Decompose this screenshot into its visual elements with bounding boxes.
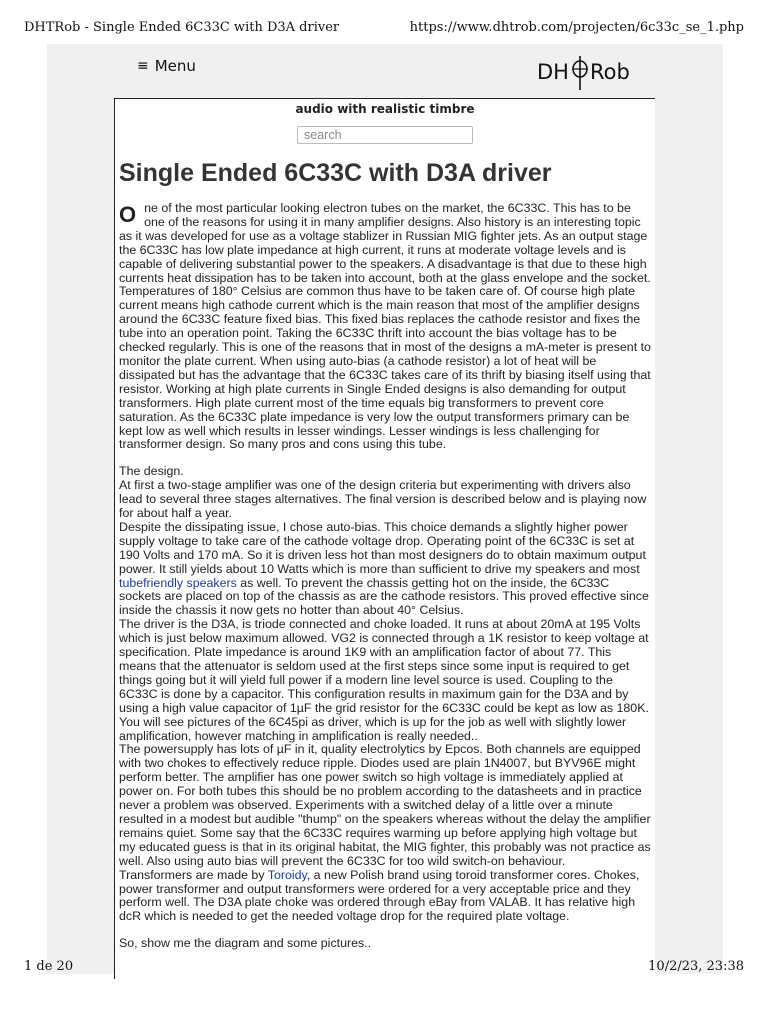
- menu-button[interactable]: [137, 57, 196, 75]
- paragraph-driver: The driver is the D3A, is triode connected and choke loaded. It runs at about 20mA at 195 Volts which is just below maximum allowed. VG2 is connected through a 1K resistor to keep voltage at specification. Plate impedance is around 1K9 with an amplification factor of about 77. This means that the attenuator is seldom used at the first steps since some input is required to get things going but it will yield full power if a modern line level source is used. Coupling to the 6C33C is done by a capacitor. This configuration results in maximum gain for the D3A and by using a high value capacitor of 1µF the grid resistor for the 6C33C could be kept as low as 180K. You will see pictures of the 6C45pi as driver, which is up for the job as well with slightly lower amplification, however matching in amplification is really needed..: [119, 617, 649, 743]
- print-page-number: 1 de 20: [24, 959, 74, 974]
- tube-icon: [573, 56, 587, 90]
- main-content: [114, 98, 655, 979]
- toroidy-link[interactable]: Toroidy: [267, 867, 307, 882]
- search-input[interactable]: [297, 126, 473, 144]
- logo-text-right: Rob: [590, 60, 630, 84]
- logo-text-left: DH: [537, 60, 569, 84]
- intro-paragraph: One of the most particular looking electron tubes on the market, the 6C33C. This has to be one of the reasons for using it in many amplifier designs. Also history is an interesting topic as it was developed for use as a voltage stablizer in Russian MIG fighter jets. As an output stage the 6C33C has low plate impedance at high current, it runs at moderate voltage levels and is capable of delivering substantial power to the speakers. A disadvantage is that due to these high currents heat dissipation has to be taken into account, both at the glass envelope and the socket. Temperatures of 180° Celsius are common thus have to be taken care of. Of course high plate current means high cathode current which is the main reason that most of the amplifier designs around the 6C33C feature fixed bias. This fixed bias replaces the cathode resistor and fixes the tube into an operation point. Taking the 6C33C thrift into account the bias voltage has to be checked regularly. This is one of the reasons that in most of the designs a mA-meter is present to monitor the plate current. When using auto-bias (a cathode resistor) a lot of heat will be dissipated but has the advantage that the 6C33C takes care of its thrift by biasing itself using that resistor. Working at high plate currents in Single Ended designs is also demanding for output transformers. High plate current most of the time equals big transformers to prevent core saturation. As the 6C33C plate impedance is very low the output transformers primary can be kept low as well which results in lesser windings. Lesser windings is less challenging for transformer design. So many pros and cons using this tube.: [119, 201, 651, 452]
- design-heading: The design.: [119, 464, 184, 479]
- paragraph-powersupply: The powersupply has lots of µF in it, quality electrolytics by Epcos. Both channels are equipped with two chokes to effectively reduce ripple. Diodes used are plain 1N4007, but BYV96E might perform better. The amplifier has one power switch so high voltage is immediately applied at power on. For both tubes this should be no problem according to the datasheets and in practice never a problem was observed. Experiments with a switched delay of a little over a minute resulted in a modest but audible "thump" on the speakers whereas without the delay the amplifier remains quiet. Some say that the 6C33C requires warming up before applying high voltage but my educated guess is that in its original habitat, the MIG fighter, this probably was not practice as well. Also using auto bias will prevent the 6C33C for too wild switch-on behaviour.: [119, 742, 651, 868]
- site-tagline: audio with realistic timbre: [295, 102, 475, 116]
- site-logo[interactable]: [535, 52, 645, 92]
- menu-icon: ≡: [137, 58, 149, 74]
- print-datetime: 10/2/23, 23:38: [648, 959, 744, 974]
- closing-paragraph: So, show me the diagram and some pictures..: [119, 936, 372, 951]
- article-body: [119, 202, 651, 951]
- page-title: Single Ended 6C33C with D3A driver: [119, 159, 552, 187]
- menu-label: Menu: [154, 57, 196, 75]
- print-footer: [24, 959, 744, 974]
- paragraph-transformers: Transformers are made by Toroidy, a new Polish brand using toroid transformer cores. Chokes, power transformer and output transformers were ordered for a very acceptable price and they perform well. The D3A plate choke was ordered through eBay from VALAB. It has relative high dcR which is needed to get the needed voltage drop for the required plate voltage.: [119, 867, 640, 924]
- paragraph-auto-bias: Despite the dissipating issue, I chose auto-bias. This choice demands a slightly higher power supply voltage to take care of the cathode voltage drop. Operating point of the 6C33C is set at 190 Volts and 170 mA. So it is driven less hot than most designers do to obtain maximum output power. It still yields about 10 Watts which is more than sufficient to drive my speakers and most tubefriendly speakers as well. To prevent the chassis getting hot on the inside, the 6C33C sockets are placed on top of the chassis as are the cathode resistors. This proved effective since inside the chassis it now gets no hotter than about 40° Celsius.: [119, 519, 649, 618]
- dropcap: O: [119, 202, 137, 227]
- print-page-url: https://www.dhtrob.com/projecten/6c33c_se_1.php: [409, 20, 744, 35]
- tubefriendly-speakers-link[interactable]: tubefriendly speakers: [119, 575, 237, 590]
- paragraph-design-criteria: At first a two-stage amplifier was one of the design criteria but experimenting with drivers also lead to several three stages alternatives. The final version is described below and is playing now for about half a year.: [119, 478, 647, 521]
- print-header: [24, 20, 744, 35]
- print-page-title: DHTRob - Single Ended 6C33C with D3A driver: [24, 20, 340, 35]
